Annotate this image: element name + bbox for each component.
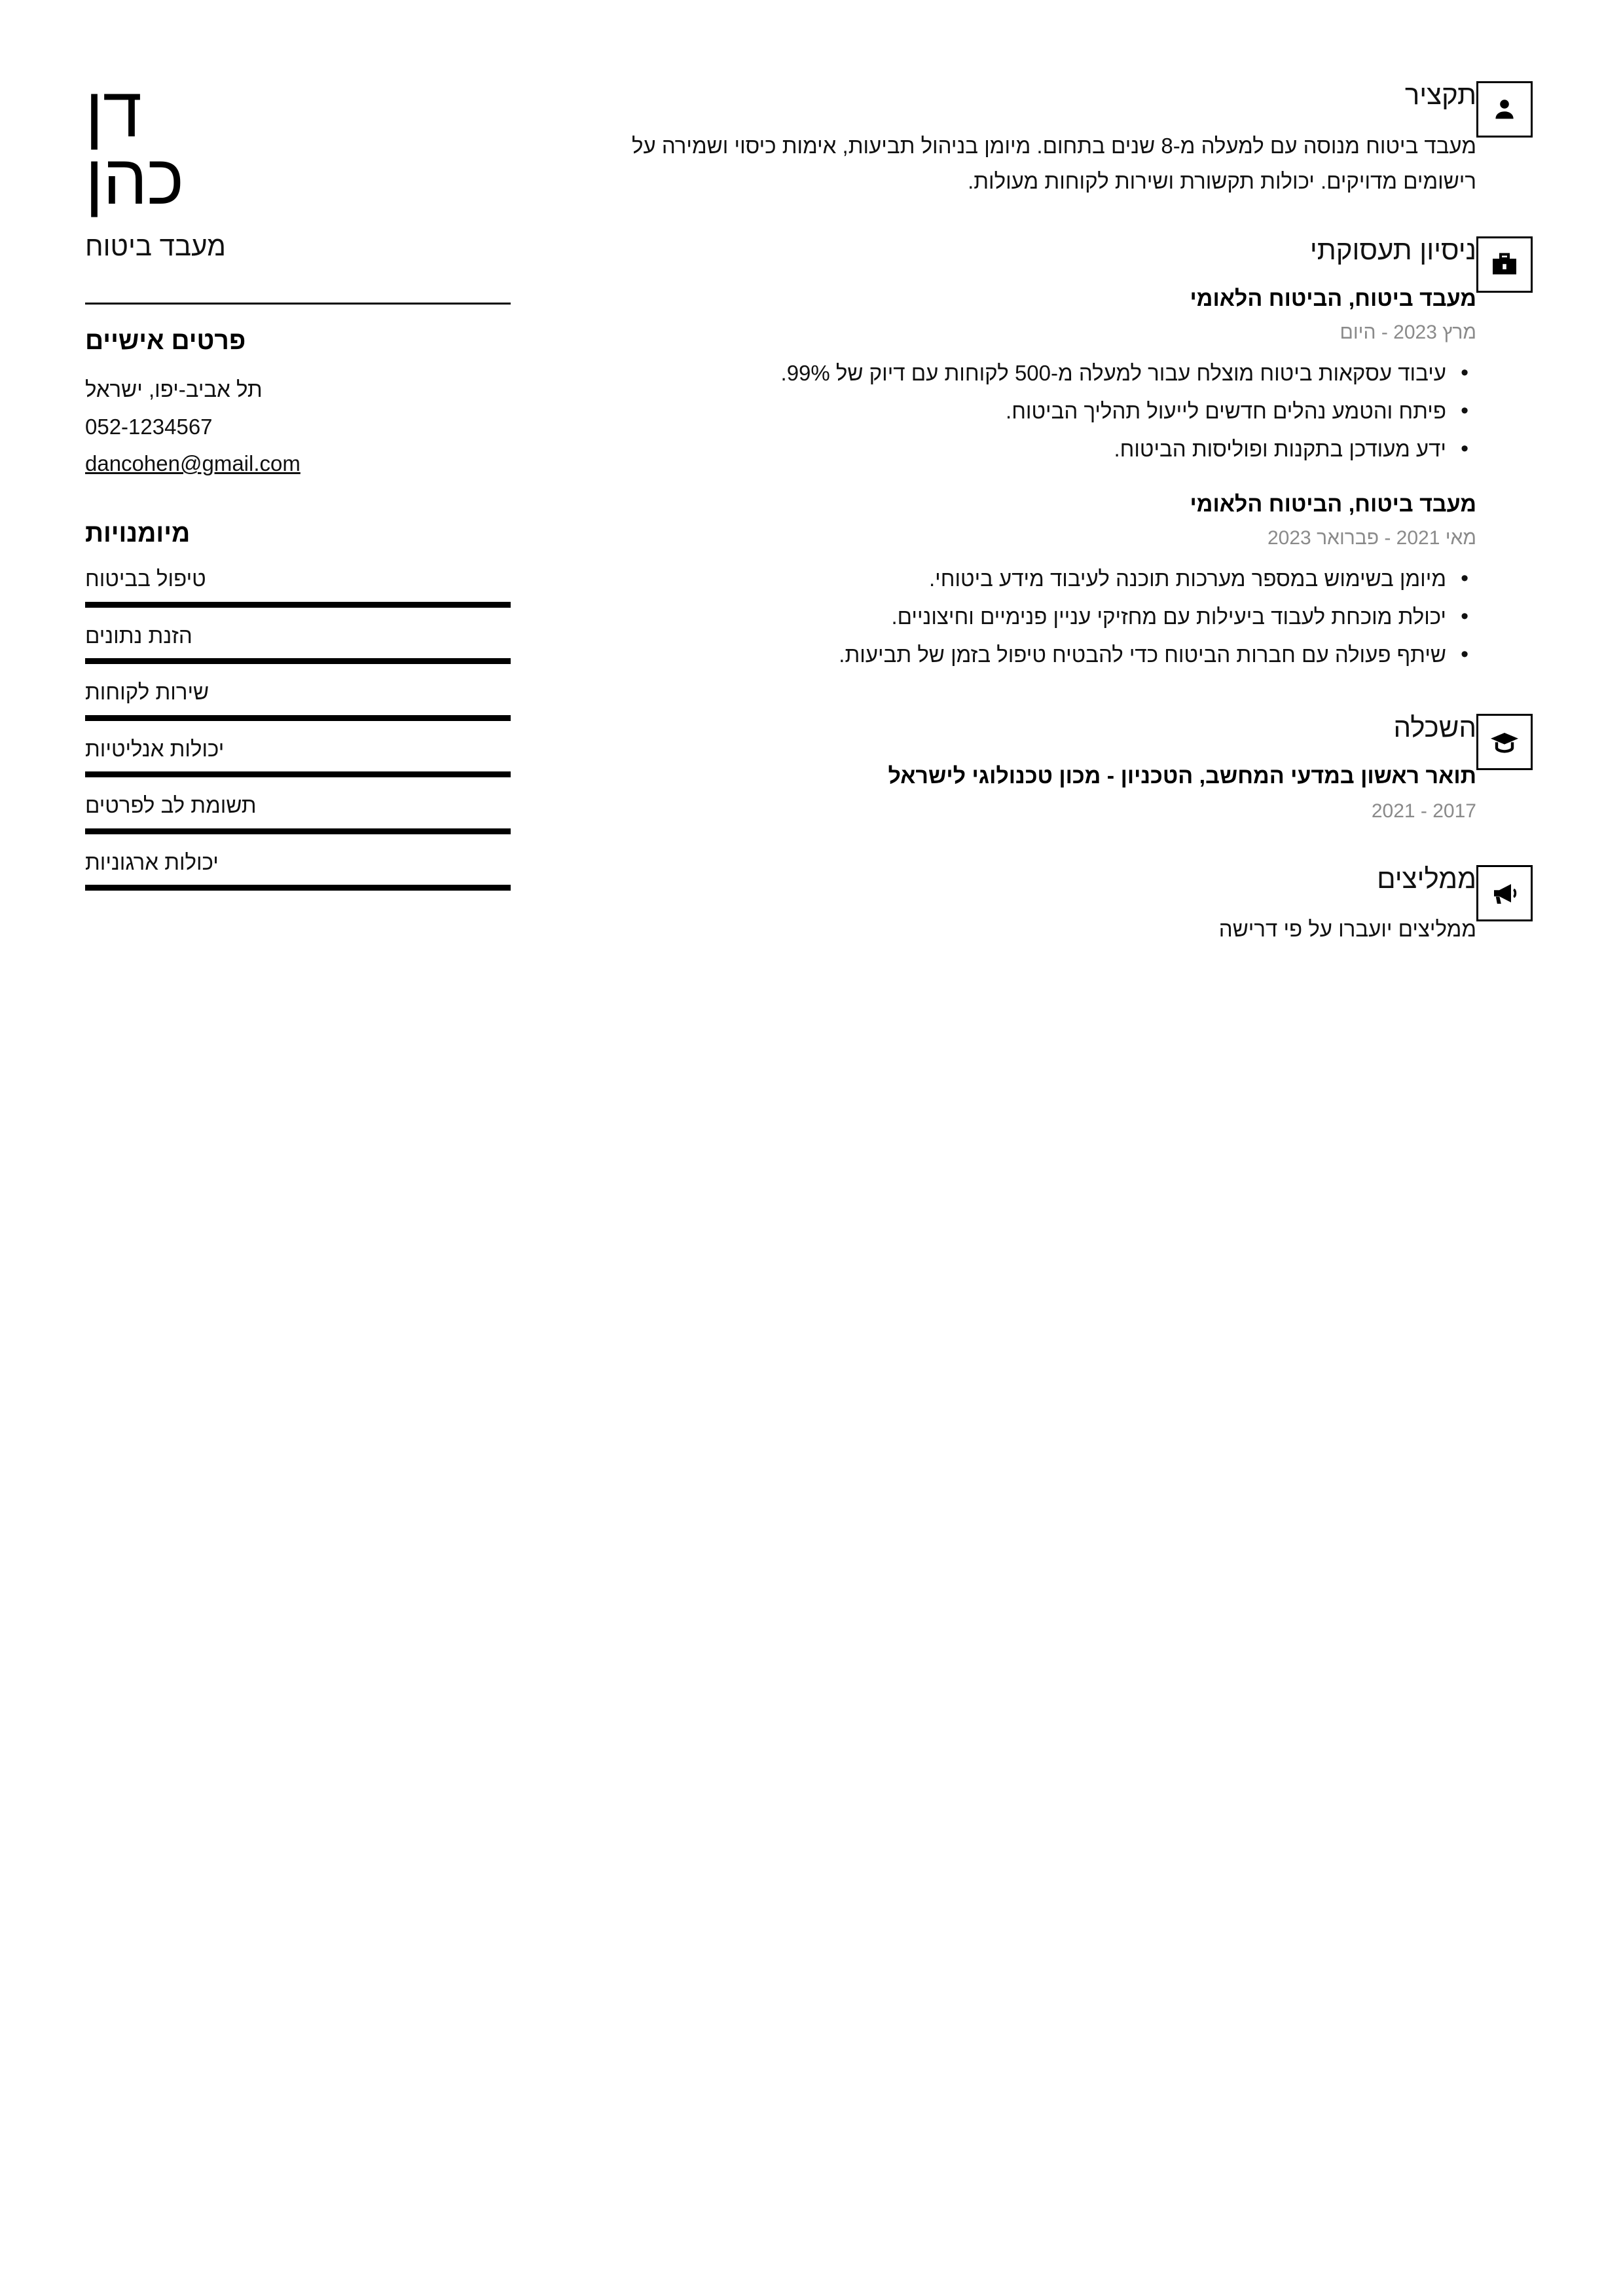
job-bullet: • פיתח והטמע נהלים חדשים לייעול תהליך הביטוח. (556, 394, 1476, 428)
job-bullet: • ידע מעודכן בתקנות ופוליסות הביטוח. (556, 432, 1476, 466)
experience-title: ניסיון תעסוקתי (1309, 234, 1476, 266)
summary-title: תקציר (1404, 79, 1476, 110)
megaphone-icon (1476, 865, 1533, 921)
experience-job (556, 284, 1476, 466)
job-bullet: • עיבוד עסקאות ביטוח מוצלח עבור למעלה מ-500 לקוחות עם דיוק של 99%. (556, 356, 1476, 390)
job-bullet: • שיתף פעולה עם חברות הביטוח כדי להבטיח טיפול בזמן של תביעות. (556, 638, 1476, 672)
skill-level-bar (85, 771, 511, 777)
skill-label: שירות לקוחות (85, 680, 210, 705)
section-summary (556, 79, 1551, 198)
skill-level-bar (85, 715, 511, 721)
job-title: מעבד ביטוח (85, 231, 226, 262)
sidebar-column (72, 72, 530, 900)
main-content-column (530, 79, 1551, 982)
graduation-cap-icon (1476, 714, 1533, 770)
contact-block (85, 371, 511, 483)
education-title: השכלה (1393, 712, 1476, 743)
references-title: ממליצים (1377, 862, 1476, 894)
job-bullets (556, 562, 1476, 672)
briefcase-icon (1476, 236, 1533, 293)
first-name: דן (85, 72, 141, 151)
skill-item (85, 843, 511, 891)
skills-heading: מיומנויות (85, 519, 191, 548)
summary-text: מעבד ביטוח מנוסה עם למעלה מ-8 שנים בתחום. מיומן בניהול תביעות, אימות כיסוי ושמירה על רישומים מדויקים. יכולות תקשורת ושירות לקוחות מעולות. (632, 134, 1476, 193)
last-name: כהן (85, 139, 184, 219)
job-bullets (556, 356, 1476, 466)
header-divider (85, 303, 511, 305)
education-degree: תואר ראשון במדעי המחשב, הטכניון - מכון טכנולוגי לישראל (888, 763, 1476, 788)
skill-label: תשומת לב לפרטים (85, 793, 257, 818)
contact-email-row (85, 445, 511, 483)
job-bullet: • מיומן בשימוש במספר מערכות תוכנה לעיבוד מידע ביטוחי. (556, 562, 1476, 596)
skill-label: טיפול בביטוח (85, 566, 206, 591)
contact-address: תל אביב-יפו, ישראל (85, 377, 263, 401)
skill-level-bar (85, 828, 511, 834)
experience-job (556, 490, 1476, 672)
experience-body (556, 234, 1476, 676)
job-role: מעבד ביטוח, הביטוח הלאומי (1190, 491, 1476, 517)
skill-level-bar (85, 885, 511, 891)
section-references (556, 862, 1551, 947)
education-body (556, 711, 1476, 826)
skill-item (85, 617, 511, 665)
job-dates: מרץ 2023 - היום (1340, 321, 1476, 343)
skill-item (85, 560, 511, 608)
skill-item (85, 673, 511, 721)
contact-phone: 052-1234567 (85, 414, 213, 439)
contact-email-link[interactable]: dancohen@gmail.com (85, 451, 301, 476)
personal-details-heading: פרטים אישיים (85, 326, 246, 355)
name-block (85, 72, 511, 272)
skill-label: הזנת נתונים (85, 623, 192, 648)
skill-level-bar (85, 658, 511, 664)
education-dates: 2017 - 2021 (1371, 800, 1476, 822)
job-dates: מאי 2021 - פברואר 2023 (1267, 527, 1476, 549)
skill-label: יכולות ארגוניות (85, 849, 219, 874)
section-education (556, 711, 1551, 826)
references-body (556, 862, 1476, 947)
skill-level-bar (85, 602, 511, 608)
skill-item (85, 730, 511, 778)
resume-layout (72, 72, 1551, 982)
section-experience (556, 234, 1551, 676)
references-text: ממליצים יועברו על פי דרישה (1218, 916, 1476, 941)
summary-body (556, 79, 1476, 198)
education-entry (556, 762, 1476, 827)
person-icon (1476, 81, 1533, 138)
job-bullet: • יכולת מוכחת לעבוד ביעילות עם מחזיקי עניין פנימיים וחיצוניים. (556, 600, 1476, 634)
skill-item (85, 787, 511, 834)
skill-label: יכולות אנליטיות (85, 736, 225, 761)
job-role: מעבד ביטוח, הביטוח הלאומי (1190, 286, 1476, 311)
